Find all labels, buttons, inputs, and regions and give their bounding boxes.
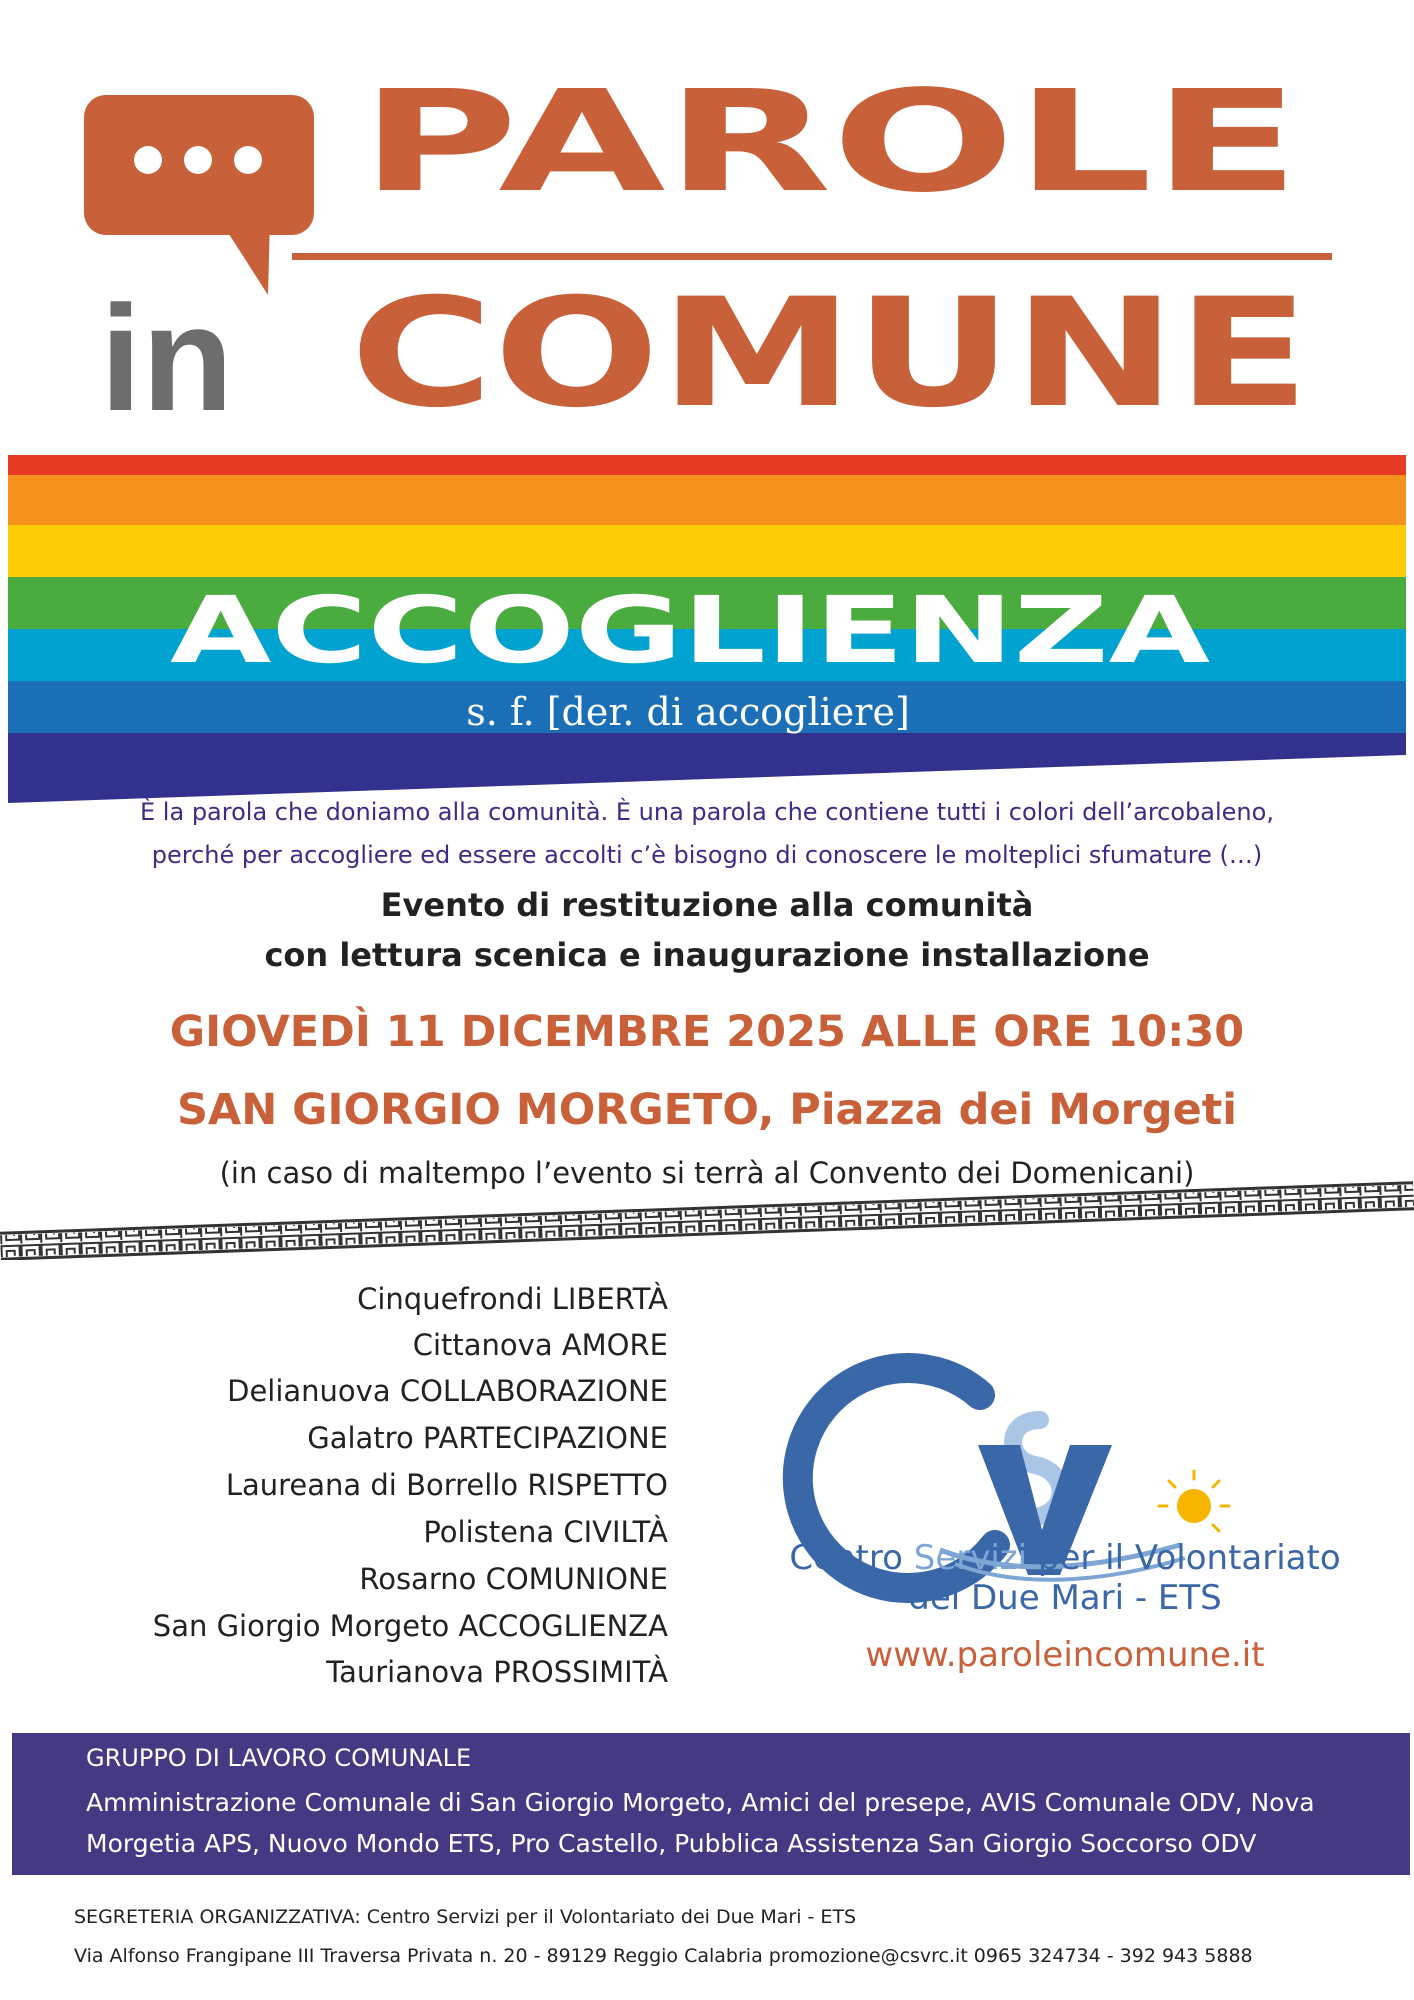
banner-definition: s. f. [der. di accogliere]: [466, 690, 910, 734]
town-rosarno: Rosarno COMUNIONE: [359, 1562, 668, 1596]
csv-name-line-2: dei Due Mari - ETS: [908, 1578, 1222, 1618]
town-galatro: Galatro PARTECIPAZIONE: [307, 1421, 668, 1455]
intro-line-1: È la parola che doniamo alla comunità. È una parola che contiene tutti i colori dell’arcobaleno,: [140, 798, 1274, 826]
town-cittanova: Cittanova AMORE: [412, 1328, 668, 1362]
footer-secretariat: SEGRETERIA ORGANIZZATIVA: Centro Servizi per il Volontariato dei Due Mari - ETS: [74, 1906, 857, 1928]
intro-line-2: perché per accogliere ed essere accolti c’è bisogno di conoscere le molteplici sfumature (…): [151, 841, 1263, 869]
banner-word: ACCOGLIENZA: [170, 577, 1210, 684]
event-line-2: con lettura scenica e inaugurazione installazione: [264, 936, 1150, 974]
town-polistena: Polistena CIVILTÀ: [423, 1515, 668, 1549]
website-link[interactable]: www.paroleincomune.it: [865, 1635, 1265, 1675]
rainbow-banner: [0, 455, 1414, 805]
working-group-title: GRUPPO DI LAVORO COMUNALE: [86, 1744, 472, 1772]
event-place: SAN GIORGIO MORGETO, Piazza dei Morgeti: [176, 1085, 1238, 1135]
logo-word-in: in: [100, 274, 234, 442]
rain-note: (in caso di maltempo l’evento si terrà al Convento dei Domenicani): [219, 1156, 1195, 1190]
event-date: GIOVEDÌ 11 DICEMBRE 2025 ALLE ORE 10:30: [169, 1007, 1245, 1057]
town-delianuova: Delianuova COLLABORAZIONE: [227, 1374, 668, 1408]
speech-bubble-icon: [84, 95, 314, 295]
logo-word-parole: PAROLE: [360, 61, 1300, 224]
logo-word-comune: COMUNE: [350, 267, 1310, 441]
working-group-line-2: Morgetia APS, Nuovo Mondo ETS, Pro Castello, Pubblica Assistenza San Giorgio Soccorso ODV: [86, 1829, 1257, 1858]
parole-in-comune-logo: [0, 0, 1414, 450]
csv-name: [760, 1538, 1370, 1618]
sun-icon: [1159, 1471, 1229, 1531]
town-taurianova: Taurianova PROSSIMITÀ: [326, 1655, 668, 1689]
town-laureana: Laureana di Borrello RISPETTO: [225, 1468, 668, 1502]
csv-name-line-1: Centro Servizi per il Volontariato: [789, 1538, 1341, 1578]
town-cinquefrondi: Cinquefrondi LIBERTÀ: [357, 1282, 668, 1316]
footer-contacts: Via Alfonso Frangipane III Traversa Privata n. 20 - 89129 Reggio Calabria promozione@csvrc.it 0965 324734 - 392 943 5888: [74, 1945, 1253, 1967]
working-group-members: [86, 1782, 1376, 1864]
town-san-giorgio: San Giorgio Morgeto ACCOGLIENZA: [152, 1609, 668, 1643]
event-line-1: Evento di restituzione alla comunità: [380, 886, 1034, 924]
greek-key-divider: [0, 1180, 1414, 1260]
working-group-line-1: Amministrazione Comunale di San Giorgio Morgeto, Amici del presepe, AVIS Comunale ODV, Nova: [86, 1788, 1315, 1817]
